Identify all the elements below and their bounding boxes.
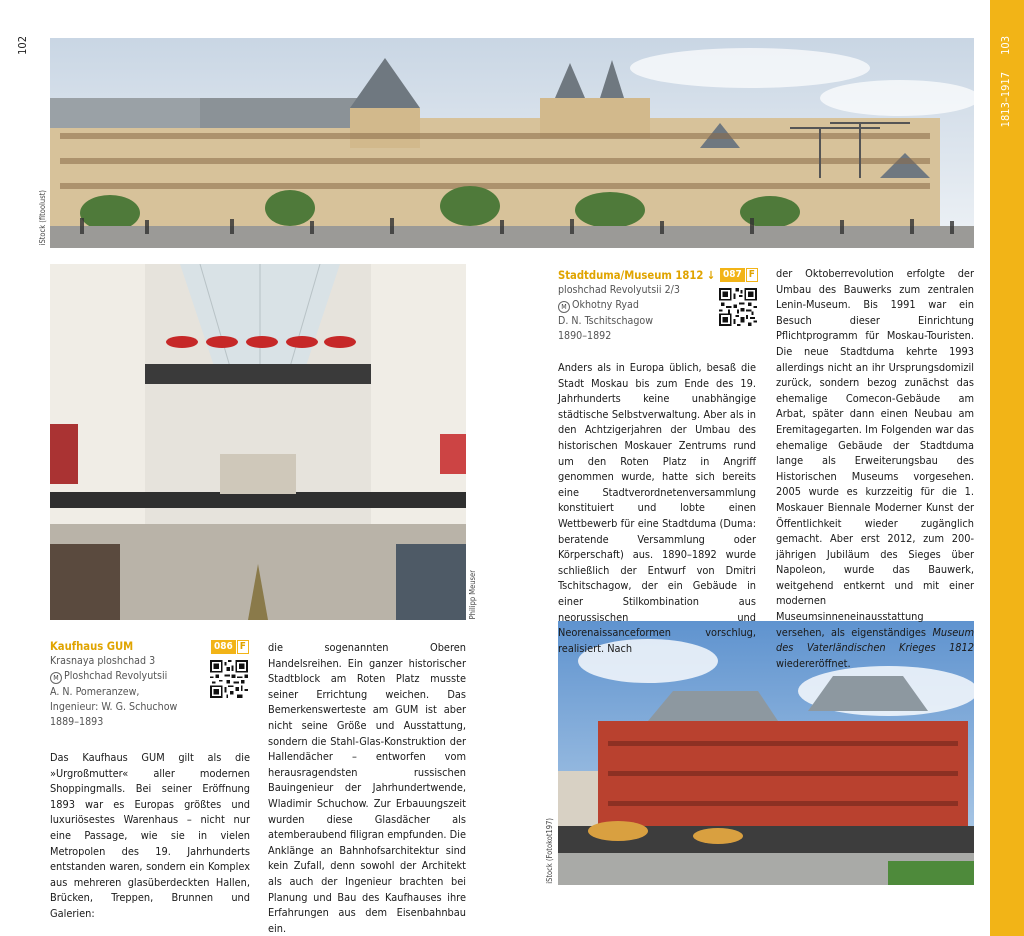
duma-years: 1890–1892 <box>558 329 612 342</box>
gum-facade-photo <box>50 38 974 248</box>
duma-entry-letter: F <box>746 268 758 282</box>
page-number-right: 103 <box>999 36 1012 55</box>
duma-architect: D. N. Tschitschagow <box>558 314 654 327</box>
gum-paragraph-2: die sogenannten Oberen Handelsreihen. Ein ganzer historischer Stadtblock am Roten Platz musste seiner Errichtung weichen. Das Bemerkenswerteste am GUM ist aber nicht seine Größe und Ausstattung, sondern die Stahl-Glas-Konstruktion der Hallendächer – entworfen vom herausragendsten russischen Bauingenieur der Jahrhundertwende, Wladimir Schuchow. Zur Erbauungszeit wurden diese Glasdächer als atemberaubend filigran empfunden. Die Anklänge an Bahnhofsarchitektur sind kein Zufall, denn sowohl der Architekt als auch der Ingenieur brachten bei Planung und Bau des Kaufhauses ihre Erfahrungen aus dem Eisenbahnbau ein. <box>268 641 466 935</box>
chapter-sidebar <box>990 0 1024 936</box>
gum-entry-number: 086 <box>211 640 236 654</box>
duma-info-block <box>558 268 718 344</box>
page-number-left: 102 <box>16 36 29 55</box>
gum-title: Kaufhaus GUM <box>50 640 134 653</box>
duma-text-column-2 <box>776 266 974 671</box>
duma-paragraph-2 <box>776 266 974 671</box>
duma-paragraph-1: Anders als in Europa üblich, besaß die Stadt Moskau bis zum Ende des 19. Jahrhunderts keine unabhängige städtische Selbstverwaltung. Aber als in den Achtzigerjahren der Umbau des historischen Moskauer Zentrums rund um den Roten Platz in Angriff genommen wurde, hatte sich bereits eine Stadtverordnetenversammlung konstituiert und lobte einen Wettbewerb für eine Stadtduma (Duma: beratende Versammlung oder Körperschaft) aus. 1890–1892 wurde schließlich der Entwurf von Dmitri Tschitschagow, der ein Gebäude in einer Stilkombination aus neorussischen und Neorenaissanceformen vorschlug, realisiert. Nach <box>558 361 756 655</box>
duma-entry-number: 087 <box>720 268 745 282</box>
gum-text-column-2 <box>268 640 466 936</box>
museum-name: Museum des Vaterländischen Krieges 1812 <box>776 625 974 655</box>
gum-text-column-1 <box>50 750 250 922</box>
gum-paragraph-1: Das Kaufhaus GUM gilt als die »Urgroßmutter« aller modernen Shoppingmalls. Bei seiner Eröffnung 1893 war es Europas größtes und luxuriösestes Warenhaus – nicht nur eine Passage, wie sie in vielen Metropolen des 19. Jahrhunderts entstanden waren, sondern ein Komplex aus mehreren glasüberdeckten Hallen, Brücken, Treppen, Brunnen und Galerien: <box>50 751 250 920</box>
metro-icon: M <box>50 672 62 684</box>
gum-engineer: Ingenieur: W. G. Schuchow <box>50 700 178 713</box>
photo-credit-top: iStock (fitoolust) <box>38 190 47 246</box>
duma-metro <box>558 298 718 313</box>
gum-years: 1889–1893 <box>50 716 104 729</box>
duma-paragraph-2-end: wiedereröffnet. <box>776 656 851 670</box>
duma-title-row <box>558 268 718 283</box>
chapter-era: 1813–1917 <box>999 72 1012 128</box>
duma-entry-badge <box>720 268 758 282</box>
duma-metro-label: Okhotny Ryad <box>572 299 639 312</box>
gum-entry-letter: F <box>237 640 249 654</box>
duma-text-column-1 <box>558 360 756 656</box>
gum-metro-label: Ploshchad Revolyutsii <box>64 670 168 683</box>
photo-credit-duma: iStock (Fotokot197) <box>545 818 554 884</box>
duma-qr-code-icon[interactable] <box>719 288 757 326</box>
down-arrow-icon: ↓ <box>706 269 716 282</box>
duma-title: Stadtduma/Museum 1812 <box>558 269 704 282</box>
gum-address: Krasnaya ploshchad 3 <box>50 655 156 668</box>
gum-interior-photo <box>50 264 466 620</box>
duma-address: ploshchad Revolyutsii 2/3 <box>558 284 680 297</box>
duma-paragraph-2-text: der Oktoberrevolution erfolgte der Umbau des Bauwerks zum zentralen Lenin-Museum. Bis 1991 war ein Besuch dieser Einrichtung Pflichtprogramm für Moskau-Touristen. Die neue Stadtduma kehrte 1993 allerdings nicht an ihr Ursprungsdomizil zurück, sondern bezog zunächst das ehemalige Comecon-Gebäude am Arbat, später dann einen Neubau am Eremitagegarten. Im Folgenden war das ehemalige Gebäude der Stadtduma lange als Erweiterungsbau des Historischen Museums vorgesehen. 2005 wurde es kurzzeitig für die 1. Moskauer Biennale Moderner Kunst der Öffentlichkeit wieder zugänglich gemacht. Aber erst 2012, zum 200-jährigen Jubiläum des Sieges über Napoleon, wurde das Bauwerk, weitgehend entkernt und mit einer modernen Museumsinneneinausstattung versehen, als eigenständiges <box>776 267 974 639</box>
metro-icon: M <box>558 301 570 313</box>
gum-qr-code-icon[interactable] <box>210 660 248 698</box>
gum-architect: A. N. Pomeranzew, <box>50 685 140 698</box>
gum-entry-badge <box>211 640 249 654</box>
photo-credit-gum: Philipp Meuser <box>468 570 477 620</box>
